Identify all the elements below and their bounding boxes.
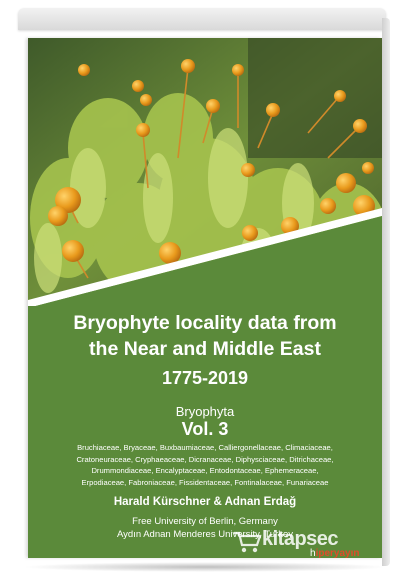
book-title-line1: Bryophyte locality data from (73, 312, 337, 334)
book-top-edge (18, 8, 386, 30)
book-title-line2: the Near and Middle East (89, 338, 321, 360)
families-line: Cratoneuraceae, Cryphaeaceae, Dicranaceae, Diphysciaceae, Ditrichaceae, (76, 454, 334, 464)
watermark-brand: kitapsec (262, 528, 339, 550)
publisher-name: iperyayın (315, 548, 360, 559)
affiliation-2: Aydın Adnan Menderes University, Turkey (116, 529, 293, 540)
book-volume: Vol. 3 (181, 419, 229, 439)
cart-icon (232, 530, 262, 554)
kitapsec-watermark (232, 524, 392, 564)
book-years: 1775-2019 (161, 368, 249, 388)
book-subtitle: Bryophyta (175, 404, 235, 419)
families-line: Erpodiaceae, Fabroniaceae, Fissidentaceae, Fontinalaceae, Funariaceae (81, 477, 329, 487)
publisher-prefix: h (310, 548, 316, 559)
families-line: Bruchiaceae, Bryaceae, Buxbaumiaceae, Calliergonellaceae, Climaciaceae, (77, 443, 333, 452)
families-line: Drummondiaceae, Encalyptaceae, Entodontaceae, Ephemeraceae, (91, 466, 319, 475)
book-authors: Harald Kürschner & Adnan Erdağ (113, 496, 297, 508)
moss-photo (28, 38, 382, 306)
book-spine-edge (382, 18, 390, 566)
families-list (38, 442, 372, 488)
book-cover[interactable] (28, 38, 382, 558)
affiliation-1: Free University of Berlin, Germany (132, 516, 278, 527)
publisher-logo (310, 548, 359, 559)
